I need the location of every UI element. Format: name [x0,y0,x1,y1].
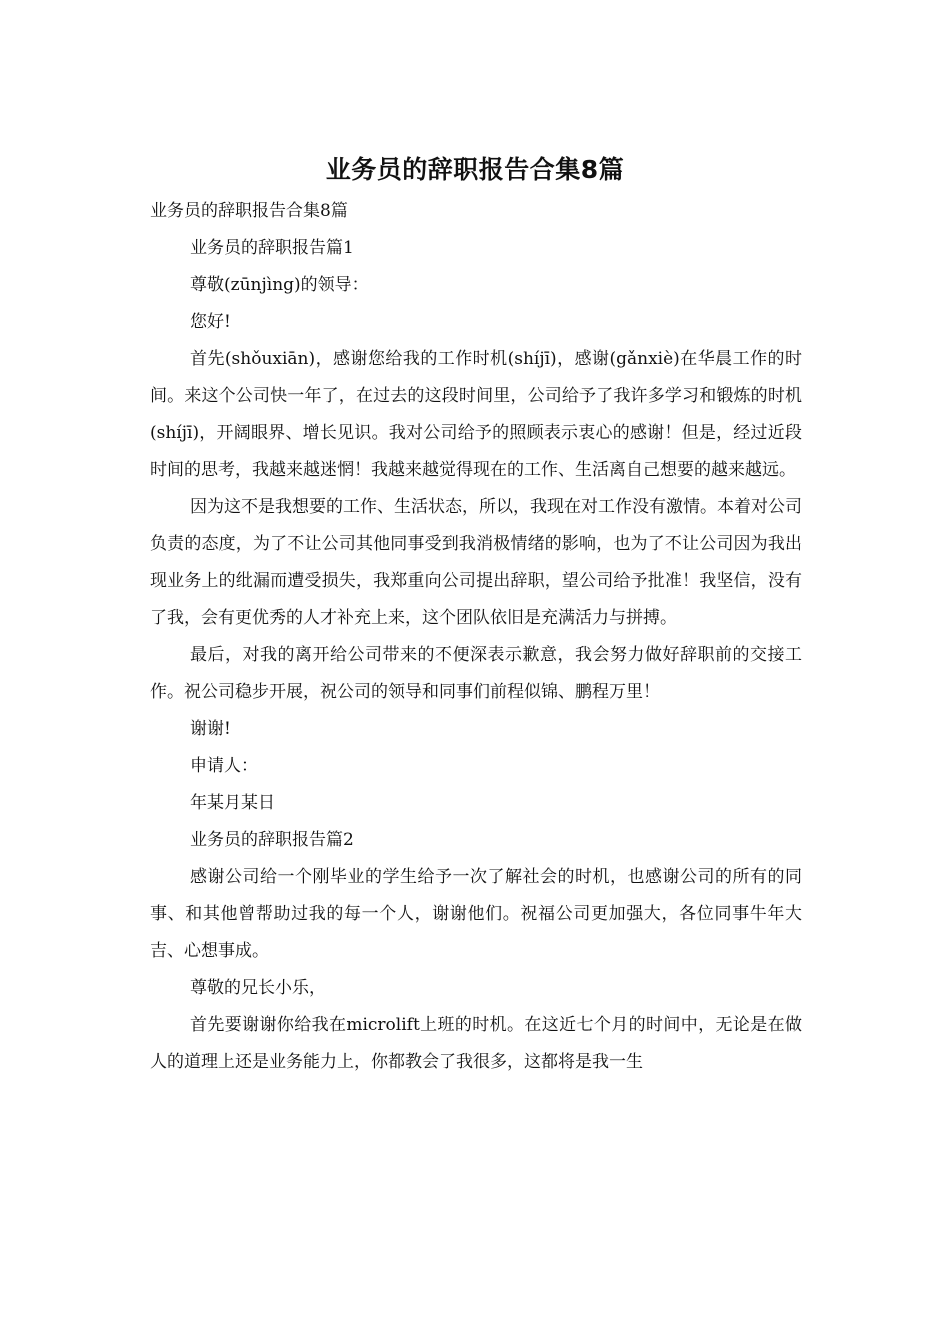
paragraph: 年某月某日 [190,793,275,813]
paragraph: 首先(shǒuxiān)，感谢您给我的工作时机(shíjī)，感谢(gǎnxiè)在华晨工作的时间。来这个公司快一年了，在过去的这段时间里，公司给予了我许多学习和锻炼的时机(shíjī)，开阔眼界、增长见识。我对公司给予的照顾表示衷心的感谢！但是，经过近段时间的思考，我越来越迷惘！我越来越觉得现在的工作、生活离自己想要的越来越远。 [150,349,802,480]
paragraph: 您好! [190,312,231,332]
document-title: 业务员的辞职报告合集8篇 [325,155,625,184]
paragraph: 因为这不是我想要的工作、生活状态，所以，我现在对工作没有激情。本着对公司负责的态度，为了不让公司其他同事受到我消极情绪的影响，也为了不让公司因为我出现业务上的纰漏而遭受损失，我郑重向公司提出辞职，望公司给予批准！我坚信，没有了我，会有更优秀的人才补充上来，这个团队依旧是充满活力与拼搏。 [150,497,802,628]
paragraph: 业务员的辞职报告篇1 [190,238,354,258]
paragraph: 最后，对我的离开给公司带来的不便深表示歉意，我会努力做好辞职前的交接工作。祝公司稳步开展，祝公司的领导和同事们前程似锦、鹏程万里！ [150,645,802,702]
paragraph: 申请人： [190,756,258,776]
paragraph: 尊敬(zūnjìng)的领导： [190,275,369,295]
document-body [150,193,802,1081]
paragraph: 业务员的辞职报告篇2 [190,830,354,850]
paragraph: 感谢公司给一个刚毕业的学生给予一次了解社会的时机，也感谢公司的所有的同事、和其他曾帮助过我的每一个人，谢谢他们。祝福公司更加强大，各位同事牛年大吉、心想事成。 [150,867,802,961]
paragraph: 尊敬的兄长小乐， [190,978,326,998]
paragraph: 首先要谢谢你给我在microlift上班的时机。在这近七个月的时间中，无论是在做人的道理上还是业务能力上，你都教会了我很多，这都将是我一生 [150,1015,802,1072]
paragraph: 谢谢! [190,719,231,739]
paragraph: 业务员的辞职报告合集8篇 [150,201,348,221]
